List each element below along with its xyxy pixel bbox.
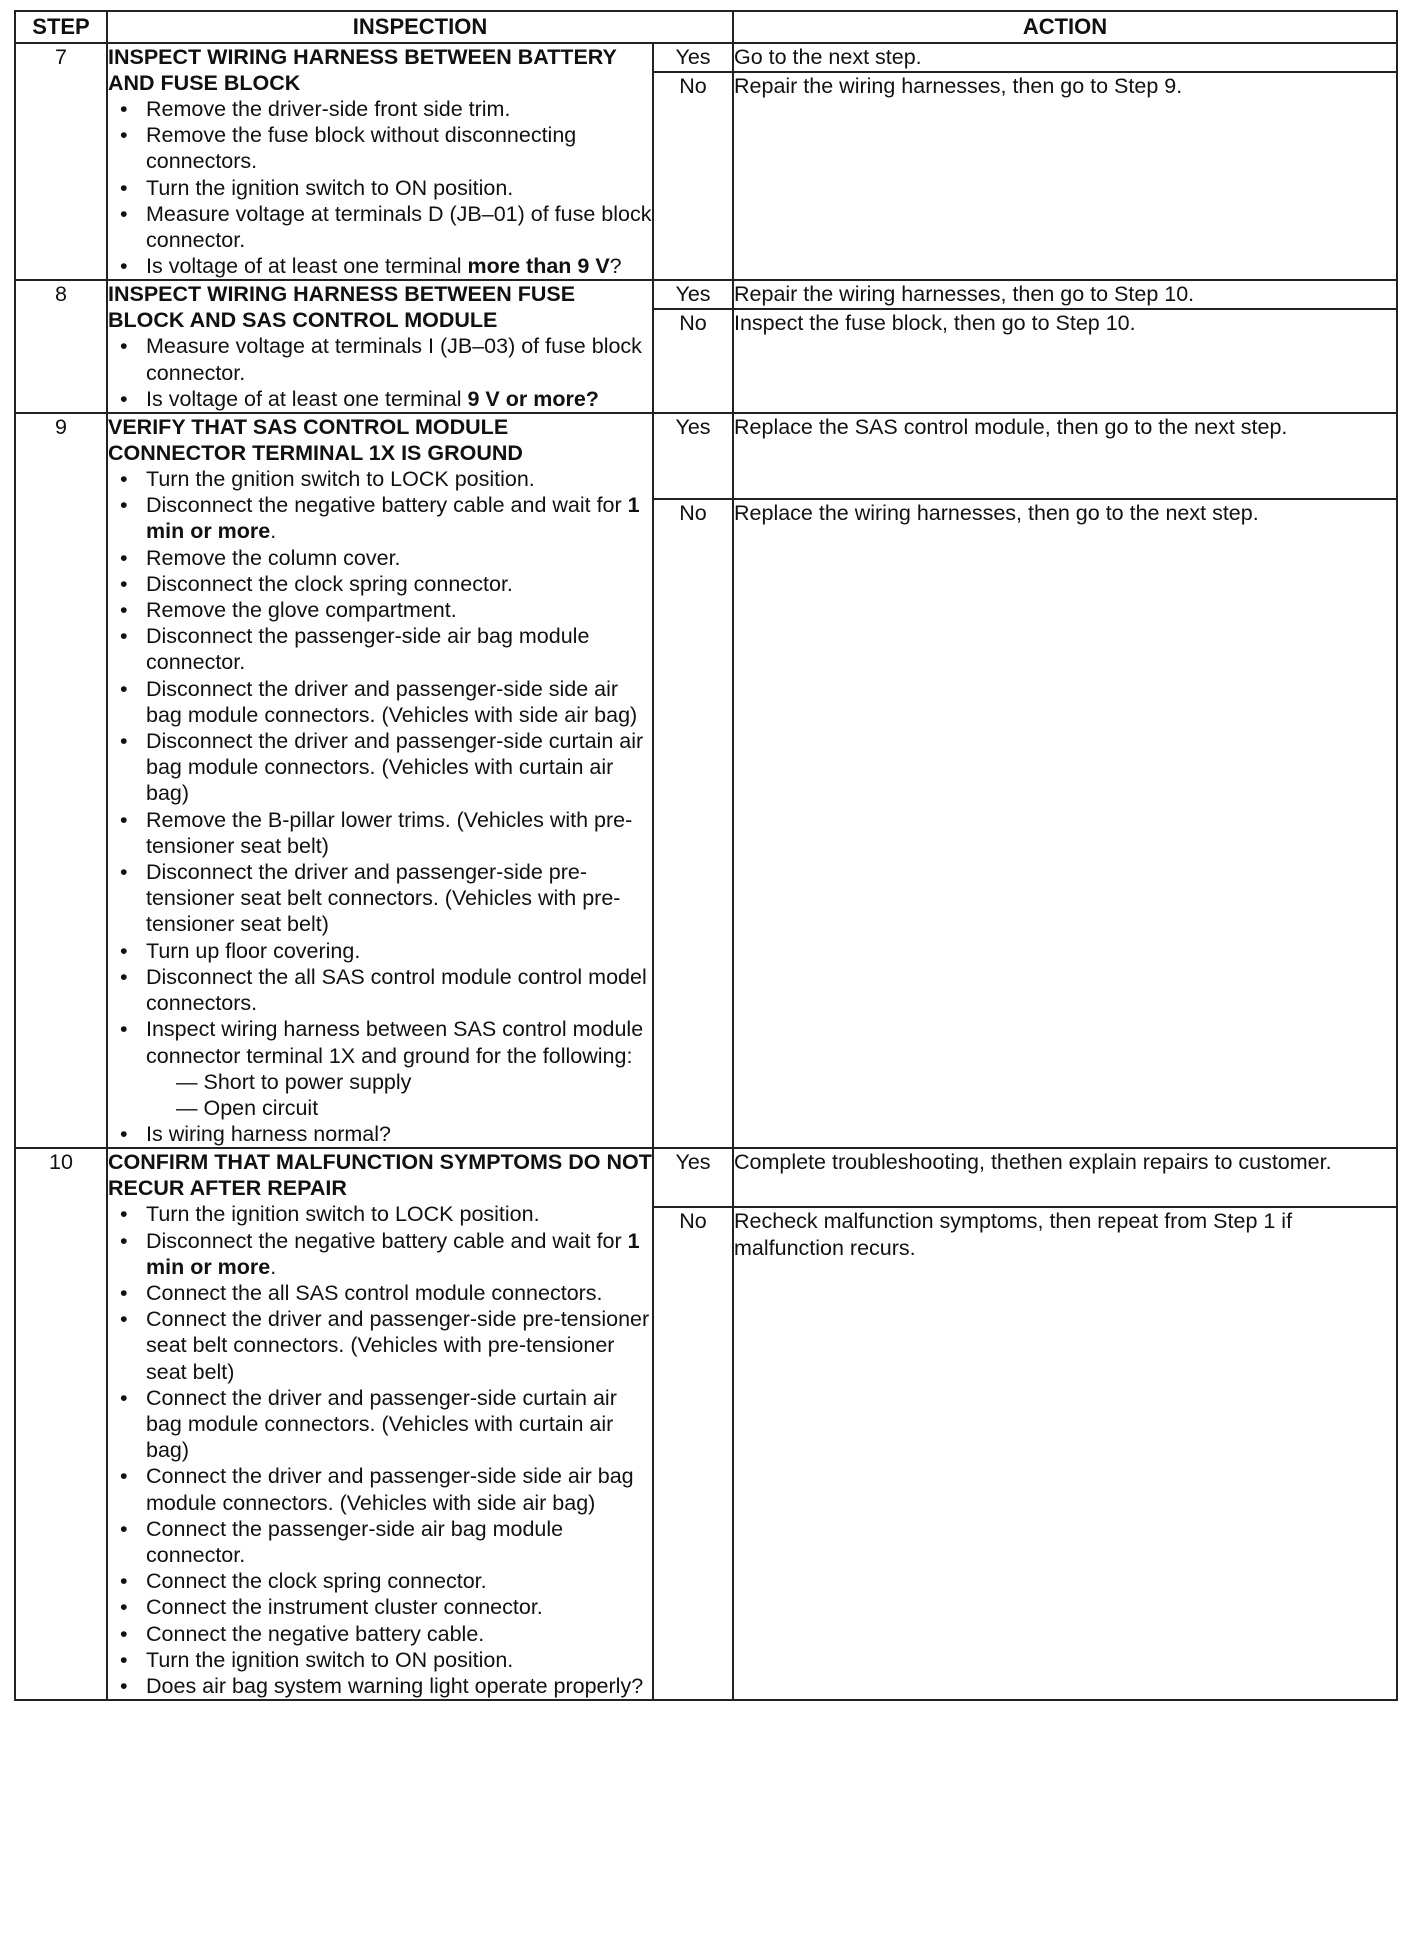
- inspection-title: CONFIRM THAT MALFUNCTION SYMPTOMS DO NOT RECUR AFTER REPAIR: [108, 1150, 652, 1201]
- header-step: STEP: [15, 11, 107, 43]
- yes-label: Yes: [653, 1148, 733, 1207]
- list-item: • Remove the column cover.: [146, 545, 652, 571]
- list-item: • Connect the passenger-side air bag module connector.: [146, 1516, 652, 1568]
- sub-item: — Open circuit: [176, 1095, 319, 1120]
- troubleshooting-table: [14, 10, 1398, 1701]
- list-item: • Disconnect the driver and passenger-side pre-tensioner seat belt connectors. (Vehicles with pre-tensioner seat belt): [146, 859, 652, 938]
- inspection-list: [108, 466, 652, 1147]
- yes-action: Replace the SAS control module, then go to the next step.: [733, 413, 1397, 499]
- list-item: • Is wiring harness normal?: [146, 1121, 652, 1147]
- list-item: • Connect the driver and passenger-side side air bag module connectors. (Vehicles with side air bag): [146, 1463, 652, 1515]
- inspection-list: [108, 1201, 652, 1699]
- list-item: • Connect the instrument cluster connector.: [146, 1594, 652, 1620]
- list-item: • Disconnect the clock spring connector.: [146, 571, 652, 597]
- battery-emphasis: 1 min or more: [146, 493, 640, 544]
- no-label: No: [653, 1207, 733, 1700]
- battery-end: .: [270, 1254, 277, 1279]
- list-item: • Remove the fuse block without disconnecting connectors.: [146, 122, 652, 174]
- list-item: • Turn the gnition switch to LOCK position.: [146, 466, 652, 492]
- list-item: • Connect the all SAS control module connectors.: [146, 1280, 652, 1306]
- inspection-title: INSPECT WIRING HARNESS BETWEEN FUSE BLOCK AND SAS CONTROL MODULE: [108, 282, 576, 333]
- step-8-yes-row: [15, 280, 1397, 309]
- step-number: 10: [15, 1148, 107, 1700]
- inspection-cell: [107, 1148, 653, 1700]
- inspect-text: Inspect wiring harness between SAS control module connector terminal 1X and ground for the following:: [146, 1017, 644, 1068]
- battery-text: Disconnect the negative battery cable and wait for: [146, 493, 628, 518]
- list-item: • Connect the clock spring connector.: [146, 1568, 652, 1594]
- step-number: 8: [15, 280, 107, 413]
- list-item: • Remove the B-pillar lower trims. (Vehicles with pre-tensioner seat belt): [146, 807, 652, 859]
- list-item: • Connect the negative battery cable.: [146, 1621, 652, 1647]
- no-label: No: [653, 499, 733, 1148]
- inspection-list: [108, 333, 652, 412]
- step-10-yes-row: [15, 1148, 1397, 1207]
- list-item: • Disconnect the all SAS control module control model connectors.: [146, 964, 652, 1016]
- battery-end: .: [270, 519, 277, 544]
- yes-action: Go to the next step.: [733, 43, 1397, 72]
- list-item: • Turn the ignition switch to ON position.: [146, 1647, 652, 1673]
- list-item: • Remove the driver-side front side trim.: [146, 96, 652, 122]
- step-number: 9: [15, 413, 107, 1148]
- list-item: [146, 492, 652, 544]
- list-item: • Turn up floor covering.: [146, 938, 652, 964]
- list-item: • Turn the ignition switch to ON position.: [146, 175, 652, 201]
- step-9-yes-row: [15, 413, 1397, 499]
- no-label: No: [653, 309, 733, 413]
- list-item: • Measure voltage at terminals I (JB–03) of fuse block connector.: [146, 333, 652, 385]
- question-emphasis: 9 V or more?: [467, 386, 599, 411]
- list-item: • Remove the glove compartment.: [146, 597, 652, 623]
- list-item: • Connect the driver and passenger-side curtain air bag module connectors. (Vehicles with curtain air bag): [146, 1385, 652, 1464]
- inspection-title: INSPECT WIRING HARNESS BETWEEN BATTERY AND FUSE BLOCK: [108, 45, 617, 95]
- list-item: [146, 1016, 652, 1121]
- list-item: [146, 253, 652, 279]
- inspection-title: VERIFY THAT SAS CONTROL MODULE CONNECTOR TERMINAL 1X IS GROUND: [108, 415, 523, 466]
- list-item: • Disconnect the driver and passenger-side curtain air bag module connectors. (Vehicles with curtain air bag): [146, 728, 652, 807]
- list-item: • Does air bag system warning light operate properly?: [146, 1673, 652, 1699]
- list-item: [146, 386, 652, 412]
- list-item: • Connect the driver and passenger-side pre-tensioner seat belt connectors. (Vehicles with pre-tensioner seat belt): [146, 1306, 652, 1385]
- question-text: Is voltage of at least one terminal: [146, 254, 468, 279]
- question-text: Is voltage of at least one terminal: [146, 386, 468, 411]
- yes-label: Yes: [653, 280, 733, 309]
- no-action: Replace the wiring harnesses, then go to the next step.: [733, 499, 1397, 1148]
- list-item: [146, 1228, 652, 1280]
- battery-emphasis: 1 min or more: [146, 1228, 640, 1279]
- header-inspection: INSPECTION: [107, 11, 733, 43]
- header-row: [15, 11, 1397, 43]
- yes-label: Yes: [653, 413, 733, 499]
- question-emphasis: more than 9 V: [467, 254, 610, 279]
- inspection-cell: [107, 280, 653, 413]
- header-action: ACTION: [733, 11, 1397, 43]
- step-7-yes-row: [15, 43, 1397, 72]
- no-action: Recheck malfunction symptoms, then repeat from Step 1 if malfunction recurs.: [733, 1207, 1397, 1700]
- list-item: • Turn the ignition switch to LOCK position.: [146, 1201, 652, 1227]
- list-item: • Disconnect the driver and passenger-side side air bag module connectors. (Vehicles with side air bag): [146, 676, 652, 728]
- inspection-cell: [107, 413, 653, 1148]
- yes-action: Repair the wiring harnesses, then go to Step 10.: [733, 280, 1397, 309]
- no-label: No: [653, 72, 733, 280]
- no-action: Inspect the fuse block, then go to Step 10.: [733, 309, 1397, 413]
- yes-action: Complete troubleshooting, thethen explain repairs to customer.: [733, 1148, 1397, 1207]
- yes-label: Yes: [653, 43, 733, 72]
- question-end: ?: [609, 254, 622, 279]
- step-number: 7: [15, 43, 107, 280]
- list-item: • Measure voltage at terminals D (JB–01) of fuse block connector.: [146, 201, 652, 253]
- no-action: Repair the wiring harnesses, then go to Step 9.: [733, 72, 1397, 280]
- inspection-list: [108, 96, 652, 279]
- inspection-cell: [107, 43, 653, 280]
- battery-text: Disconnect the negative battery cable and wait for: [146, 1228, 628, 1253]
- list-item: • Disconnect the passenger-side air bag module connector.: [146, 623, 652, 675]
- sub-item: — Short to power supply: [176, 1069, 412, 1094]
